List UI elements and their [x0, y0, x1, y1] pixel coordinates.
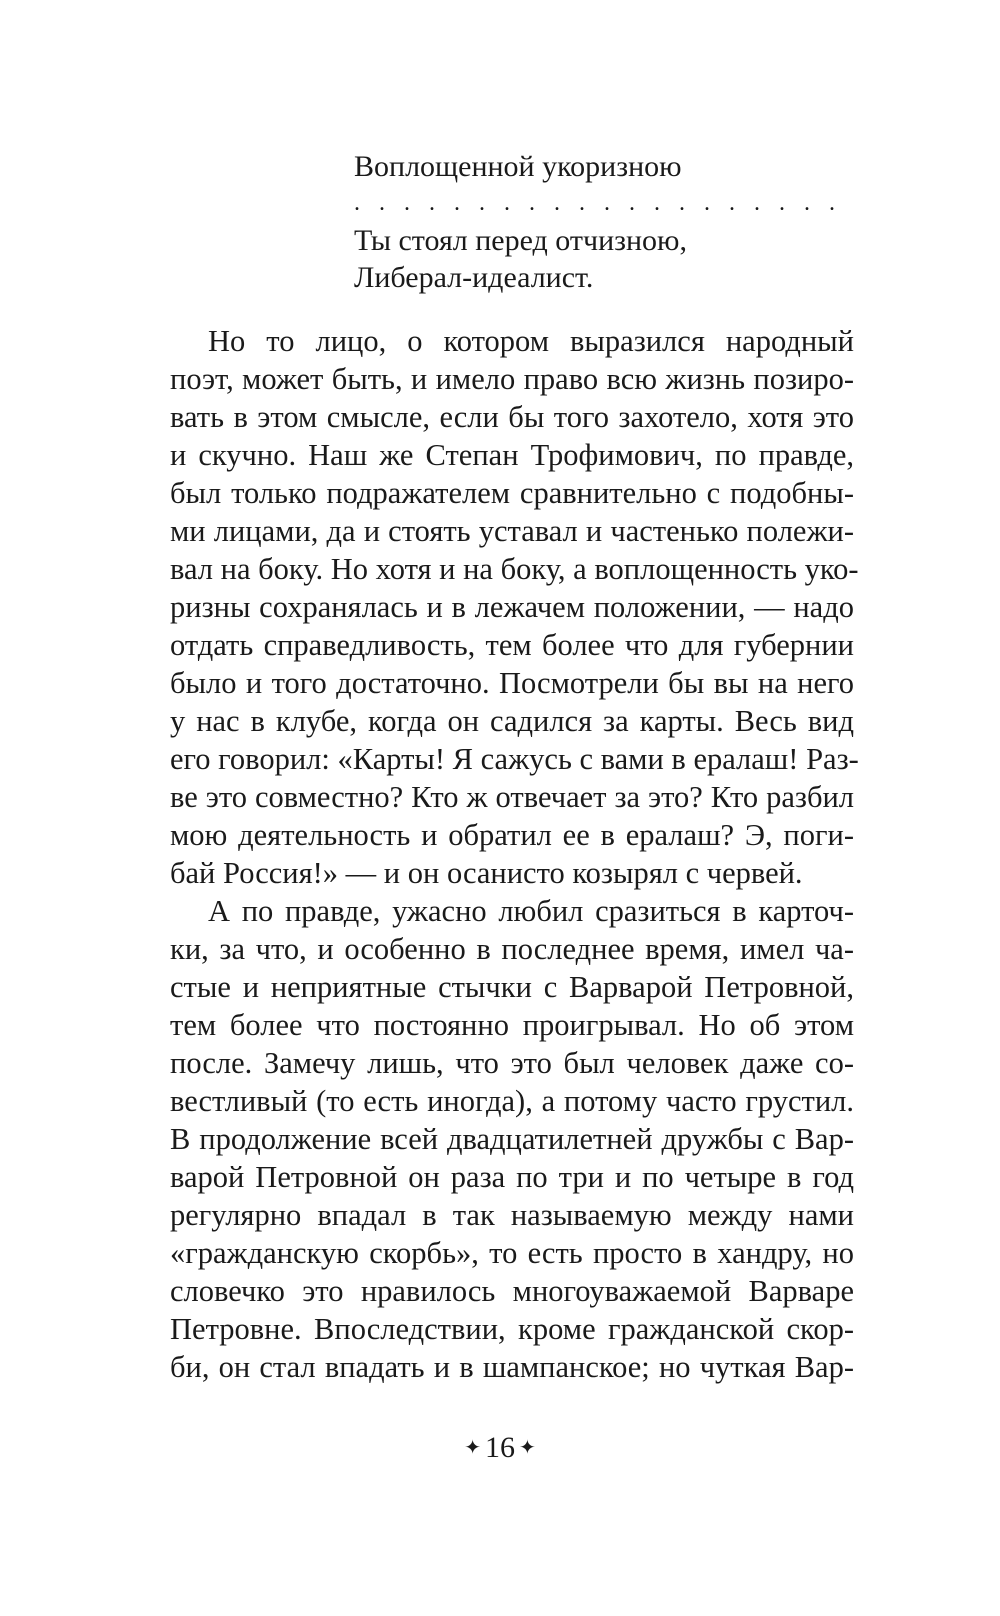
text-line: Но то лицо, о котором выразился народный: [208, 324, 854, 358]
text-line: бай Россия!» — и он осанисто козырял с червей.: [170, 856, 803, 890]
page-number: 16: [485, 1431, 515, 1464]
text-line: би, он стал впадать и в шампанское; но чуткая Вар-: [170, 1350, 854, 1384]
text-line: был только подражателем сравнительно с подобны-: [170, 476, 854, 510]
text-line: ки, за что, и особенно в последнее время, имел ча-: [170, 932, 854, 966]
text-line: отдать справедливость, тем более что для губернии: [170, 628, 854, 662]
text-line: у нас в клубе, когда он садился за карты. Весь вид: [170, 704, 854, 738]
text-line: ризны сохранялась и в лежачем положении, — надо: [170, 590, 854, 624]
text-line: регулярно впадал в так называемую между нами: [170, 1198, 854, 1232]
text-line: мою деятельность и обратил ее в ералаш? Э, поги-: [170, 818, 854, 852]
text-line: поэт, может быть, и имело право всю жизнь позиро-: [170, 362, 854, 396]
ornament-star-icon: ✦: [464, 1437, 481, 1459]
body-text: [170, 322, 859, 1386]
text-line: вал на боку. Но хотя и на боку, а воплощенность уко-: [170, 552, 859, 586]
text-line: стые и неприятные стычки с Варварой Петровной,: [170, 970, 854, 1004]
page-number-footer: [0, 1430, 1000, 1466]
text-line: было и того достаточно. Посмотрели бы вы на него: [170, 666, 854, 700]
verse-line: Ты стоял перед отчизною,: [354, 224, 687, 257]
text-line: «гражданскую скорбь», то есть просто в хандру, но: [170, 1236, 854, 1270]
text-line: варой Петровной он раза по три и по четыре в год: [170, 1160, 854, 1194]
text-line: А по правде, ужасно любил сразиться в карточ-: [208, 894, 854, 928]
text-line: вать в этом смысле, если бы того захотело, хотя это: [170, 400, 854, 434]
text-line: В продолжение всей двадцатилетней дружбы с Вар-: [170, 1122, 854, 1156]
text-line: и скучно. Наш же Степан Трофимович, по правде,: [170, 438, 854, 472]
verse-ellipsis-line: . . . . . . . . . . . . . . . . . . . .: [354, 190, 842, 216]
verse-line: Либерал-идеалист.: [354, 261, 594, 294]
ornament-star-icon: ✦: [519, 1437, 536, 1459]
text-line: Петровне. Впоследствии, кроме гражданской скор-: [170, 1312, 854, 1346]
text-line: после. Замечу лишь, что это был человек даже со-: [170, 1046, 854, 1080]
verse-epigraph: [354, 148, 842, 296]
verse-line: Воплощенной укоризною: [354, 150, 682, 183]
text-line: тем более что постоянно проигрывал. Но об этом: [170, 1008, 854, 1042]
text-line: его говорил: «Карты! Я сажусь с вами в ералаш! Раз-: [170, 742, 859, 776]
text-line: вестливый (то есть иногда), а потому часто грустил.: [170, 1084, 854, 1118]
text-line: ве это совместно? Кто ж отвечает за это? Кто разбил: [170, 780, 854, 814]
text-line: ми лицами, да и стоять уставал и частенько полежи-: [170, 514, 854, 548]
text-line: словечко это нравилось многоуважаемой Варваре: [170, 1274, 854, 1308]
